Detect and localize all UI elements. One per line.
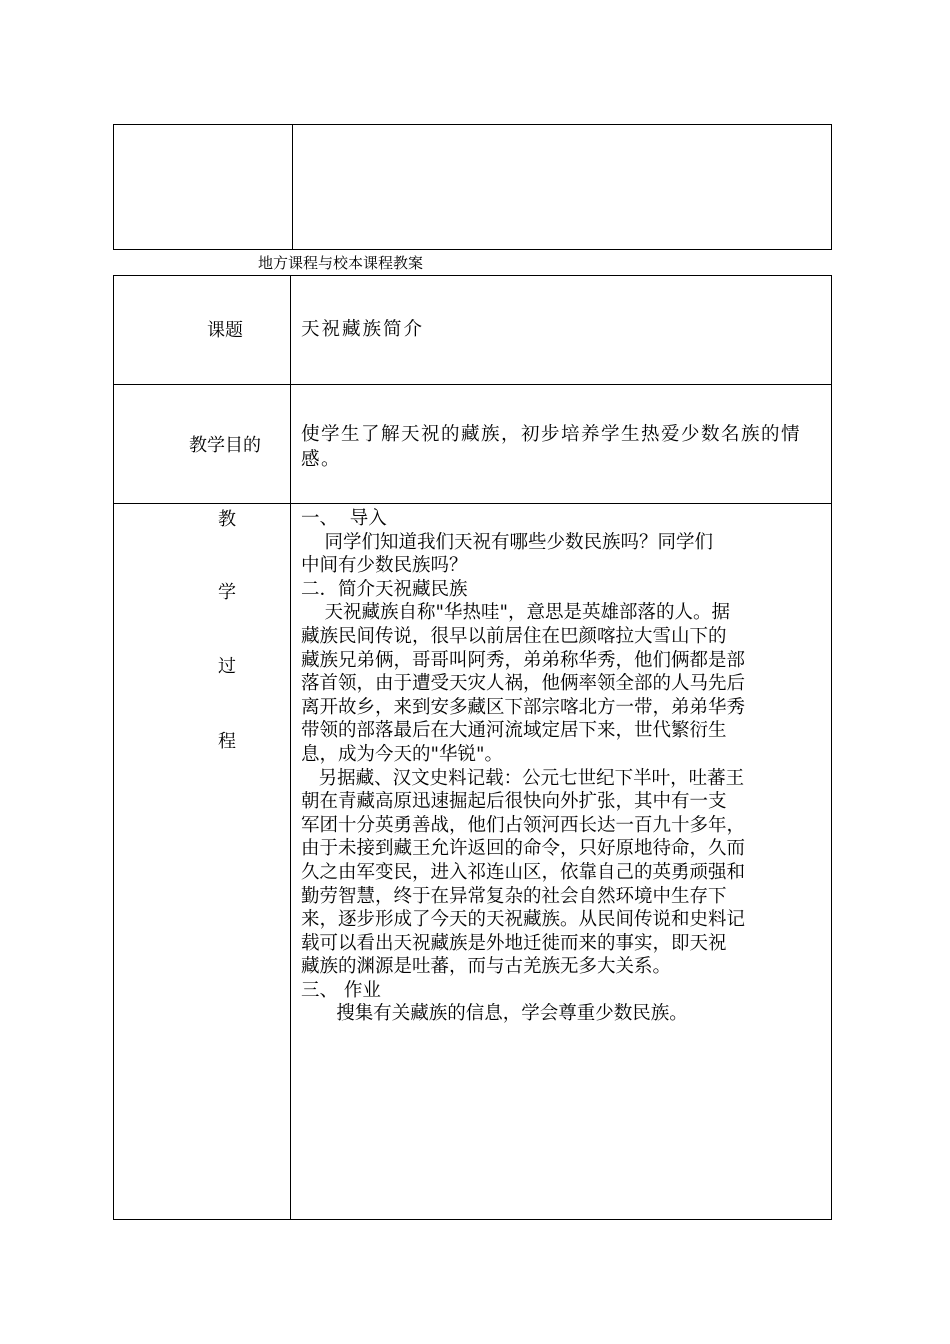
process-line: 带领的部落最后在大通河流域定居下来，世代繁衍生 bbox=[301, 720, 727, 742]
topic-value: 天祝藏族简介 bbox=[301, 319, 425, 340]
process-line: 另据藏、汉文史料记载：公元七世纪下半叶，吐蕃王 bbox=[301, 767, 745, 789]
lesson-table-column-divider bbox=[290, 275, 291, 1220]
process-line: 藏族的渊源是吐蕃，而与古羌族无多大关系。 bbox=[301, 956, 672, 978]
process-line: 一、 导入 bbox=[301, 508, 387, 529]
process-line: 由于未接到藏王允许返回的命令，只好原地待命，久而 bbox=[301, 838, 746, 860]
process-line: 载可以看出天祝藏族是外地迁徙而来的事实，即天祝 bbox=[301, 932, 727, 954]
process-line: 藏族民间传说，很早以前居住在巴颜喀拉大雪山下的 bbox=[301, 625, 727, 647]
process-line: 同学们知道我们天祝有哪些少数民族吗？同学们 bbox=[301, 531, 714, 553]
process-line: 久之由军变民，进入祁连山区，依靠自己的英勇顽强和 bbox=[301, 861, 746, 883]
process-line: 三、 作业 bbox=[301, 979, 381, 1001]
process-label-char-3: 过 bbox=[218, 656, 236, 677]
process-label-char-1: 教 bbox=[218, 509, 236, 530]
process-line: 搜集有关藏族的信息，学会尊重少数民族。 bbox=[301, 1003, 688, 1025]
row-divider-2 bbox=[113, 503, 832, 504]
process-label-char-4: 程 bbox=[218, 731, 236, 752]
process-line: 息，成为今天的"华锐"。 bbox=[301, 743, 504, 765]
top-table bbox=[113, 124, 832, 250]
goal-label: 教学目的 bbox=[189, 435, 261, 456]
row-divider-1 bbox=[113, 384, 832, 385]
process-line: 离开故乡，来到安多藏区下部宗喀北方一带，弟弟华秀 bbox=[301, 696, 746, 718]
process-line: 落首领，由于遭受天灾人祸，他俩率领全部的人马先后 bbox=[301, 673, 746, 695]
process-line: 朝在青藏高原迅速掘起后很快向外扩张，其中有一支 bbox=[301, 791, 727, 813]
process-line: 二．简介天祝藏民族 bbox=[301, 578, 468, 600]
process-line: 来，逐步形成了今天的天祝藏族。从民间传说和史料记 bbox=[301, 909, 746, 931]
process-line: 军团十分英勇善战，他们占领河西长达一百九十多年， bbox=[301, 814, 746, 836]
page-caption: 地方课程与校本课程教案 bbox=[258, 254, 424, 272]
topic-label: 课题 bbox=[207, 320, 243, 341]
process-line: 藏族兄弟俩，哥哥叫阿秀，弟弟称华秀，他们俩都是部 bbox=[301, 649, 746, 671]
process-line: 中间有少数民族吗？ bbox=[301, 555, 468, 577]
process-line: 天祝藏族自称"华热哇"，意思是英雄部落的人。据 bbox=[301, 602, 731, 624]
top-table-divider bbox=[292, 124, 293, 250]
process-label-char-2: 学 bbox=[218, 582, 236, 603]
process-content bbox=[301, 507, 826, 1026]
goal-value: 使学生了解天祝的藏族，初步培养学生热爱少数名族的情感。 bbox=[301, 424, 802, 470]
process-line: 勤劳智慧，终于在异常复杂的社会自然环境中生存下 bbox=[301, 885, 727, 907]
